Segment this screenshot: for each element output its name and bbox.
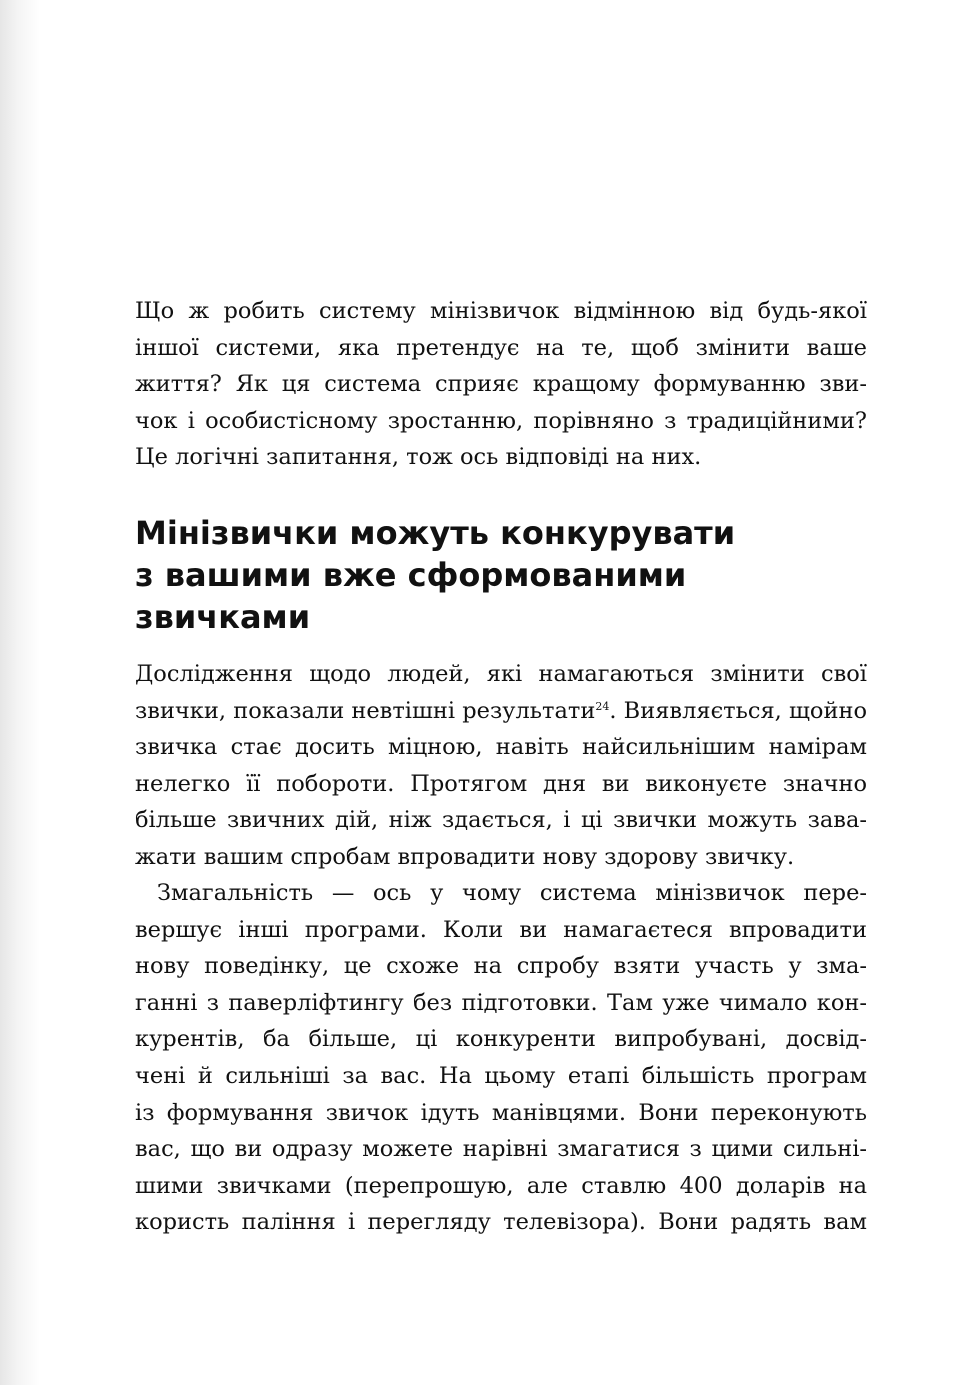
text-line: Дослідження щодо людей, які намагаються змінити свої <box>135 661 867 687</box>
body-paragraph-2 <box>135 875 867 1241</box>
text-fragment: звички, показали невтішні результати <box>135 697 596 724</box>
text-line: Змагальність — ось у чому система мінізвичок пере- <box>157 880 867 906</box>
heading-line: з вашими вже сформованими <box>135 556 687 594</box>
text-line: ганні з паверліфтингу без підготовки. Там уже чимало кон- <box>135 989 867 1016</box>
text-line: більше звичних дій, ніж здається, і ці звички можуть зава- <box>135 807 867 834</box>
body-paragraph-1 <box>135 656 867 876</box>
text-fragment: . Виявляється, щойно <box>609 697 867 724</box>
text-line: іншої системи, яка претендує на те, щоб змінити ваше <box>135 334 867 361</box>
text-line: курентів, ба більше, ці конкуренти випробувані, досвід- <box>135 1026 867 1053</box>
heading-line: звичками <box>135 598 311 636</box>
intro-paragraph <box>135 293 867 476</box>
text-line: чені й сильніші за вас. На цьому етапі більшість програм <box>135 1062 867 1089</box>
text-line: Що ж робить систему мінізвичок відмінною від будь-якої <box>135 298 867 324</box>
text-line: користь паління і перегляду телевізора). Вони радять вам <box>135 1209 867 1236</box>
text-line: звичка стає досить міцною, навіть найсильнішим намірам <box>135 734 867 761</box>
text-line: нелегко її побороти. Протягом дня ви виконуєте значно <box>135 770 867 797</box>
text-line: вершує інші програми. Коли ви намагаєтеся впровадити <box>135 916 867 943</box>
text-line: Це логічні запитання, тож ось відповіді на них. <box>135 444 702 471</box>
text-line: життя? Як ця система сприяє кращому формуванню зви- <box>135 371 867 398</box>
text-line: нову поведінку, це схоже на спробу взяти участь у зма- <box>135 953 867 980</box>
text-line-with-footnote <box>135 693 867 730</box>
text-line: жати вашим спробам впровадити нову здорову звичку. <box>135 843 795 870</box>
section-heading <box>135 512 835 638</box>
text-line: чок і особистісному зростанню, порівняно з традиційними? <box>135 407 867 434</box>
footnote-reference[interactable]: 24 <box>595 699 610 713</box>
text-line: вас, що ви одразу можете нарівні змагатися з цими сильні- <box>135 1136 867 1163</box>
text-line: шими звичками (перепрошую, але ставлю 400 доларів на <box>135 1172 867 1199</box>
text-line: із формування звичок ідуть манівцями. Вони переконують <box>135 1099 867 1126</box>
heading-line: Мінізвички можуть конкурувати <box>135 514 736 552</box>
